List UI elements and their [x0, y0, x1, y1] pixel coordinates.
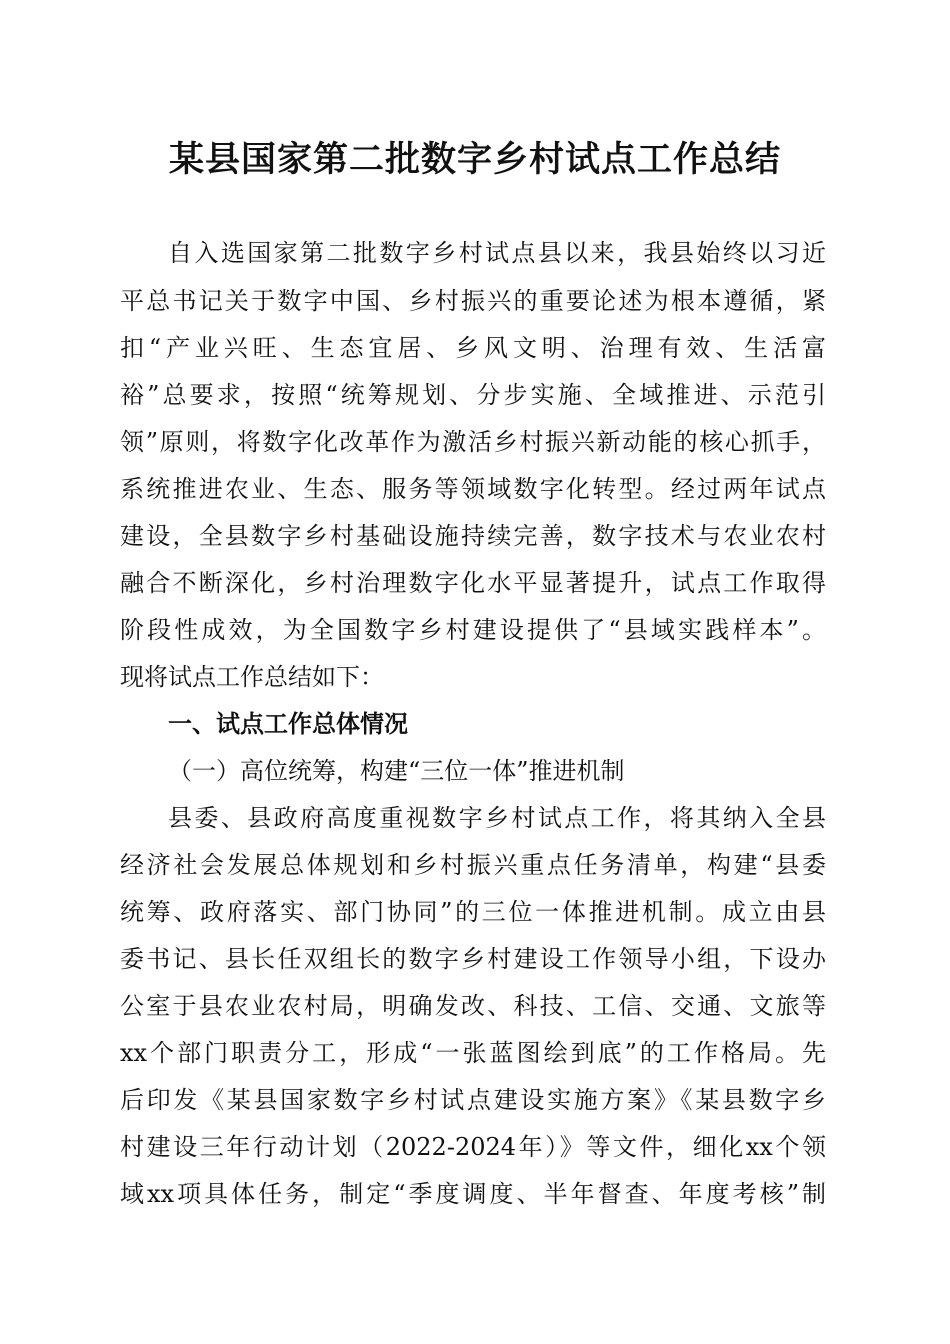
paragraph-line: 公室于县农业农村局，明确发改、科技、工信、交通、文旅等: [120, 992, 826, 1020]
paragraph-line: 现将试点工作总结如下：: [120, 663, 384, 691]
paragraph-line: 裕”总要求，按照“统筹规划、分步实施、全域推进、示范引: [120, 381, 826, 409]
subsection-heading: （一）高位统筹，构建“三位一体”推进机制: [168, 757, 625, 785]
paragraph-line: 平总书记关于数字中国、乡村振兴的重要论述为根本遵循，紧: [120, 287, 826, 315]
paragraph-line: 后印发《某县国家数字乡村试点建设实施方案》《某县数字乡: [120, 1086, 826, 1114]
document-title: 某县国家第二批数字乡村试点工作总结: [168, 139, 781, 180]
paragraph-line: 自入选国家第二批数字乡村试点县以来，我县始终以习近: [168, 239, 826, 267]
section-heading: 一、试点工作总体情况: [168, 710, 408, 738]
paragraph-line: 扣“产业兴旺、生态宜居、乡风文明、治理有效、生活富: [120, 334, 826, 362]
paragraph-line: 域xx项具体任务，制定“季度调度、半年督查、年度考核”制: [120, 1180, 826, 1208]
paragraph-line: xx个部门职责分工，形成“一张蓝图绘到底”的工作格局。先: [120, 1039, 826, 1067]
paragraph-line: 委书记、县长任双组长的数字乡村建设工作领导小组，下设办: [120, 945, 826, 973]
paragraph-line: 阶段性成效，为全国数字乡村建设提供了“县域实践样本”。: [120, 616, 826, 644]
paragraph-line: 村建设三年行动计划（2022-2024年）》等文件，细化xx个领: [120, 1133, 826, 1161]
paragraph-line: 融合不断深化，乡村治理数字化水平显著提升，试点工作取得: [120, 569, 826, 597]
paragraph-line: 统筹、政府落实、部门协同”的三位一体推进机制。成立由县: [120, 898, 826, 926]
paragraph-line: 建设，全县数字乡村基础设施持续完善，数字技术与农业农村: [120, 522, 826, 550]
paragraph-line: 经济社会发展总体规划和乡村振兴重点任务清单，构建“县委: [120, 851, 826, 879]
paragraph-line: 系统推进农业、生态、服务等领域数字化转型。经过两年试点: [120, 475, 826, 503]
paragraph-line: 领”原则，将数字化改革作为激活乡村振兴新动能的核心抓手，: [120, 428, 826, 456]
paragraph-line: 县委、县政府高度重视数字乡村试点工作，将其纳入全县: [168, 804, 826, 832]
